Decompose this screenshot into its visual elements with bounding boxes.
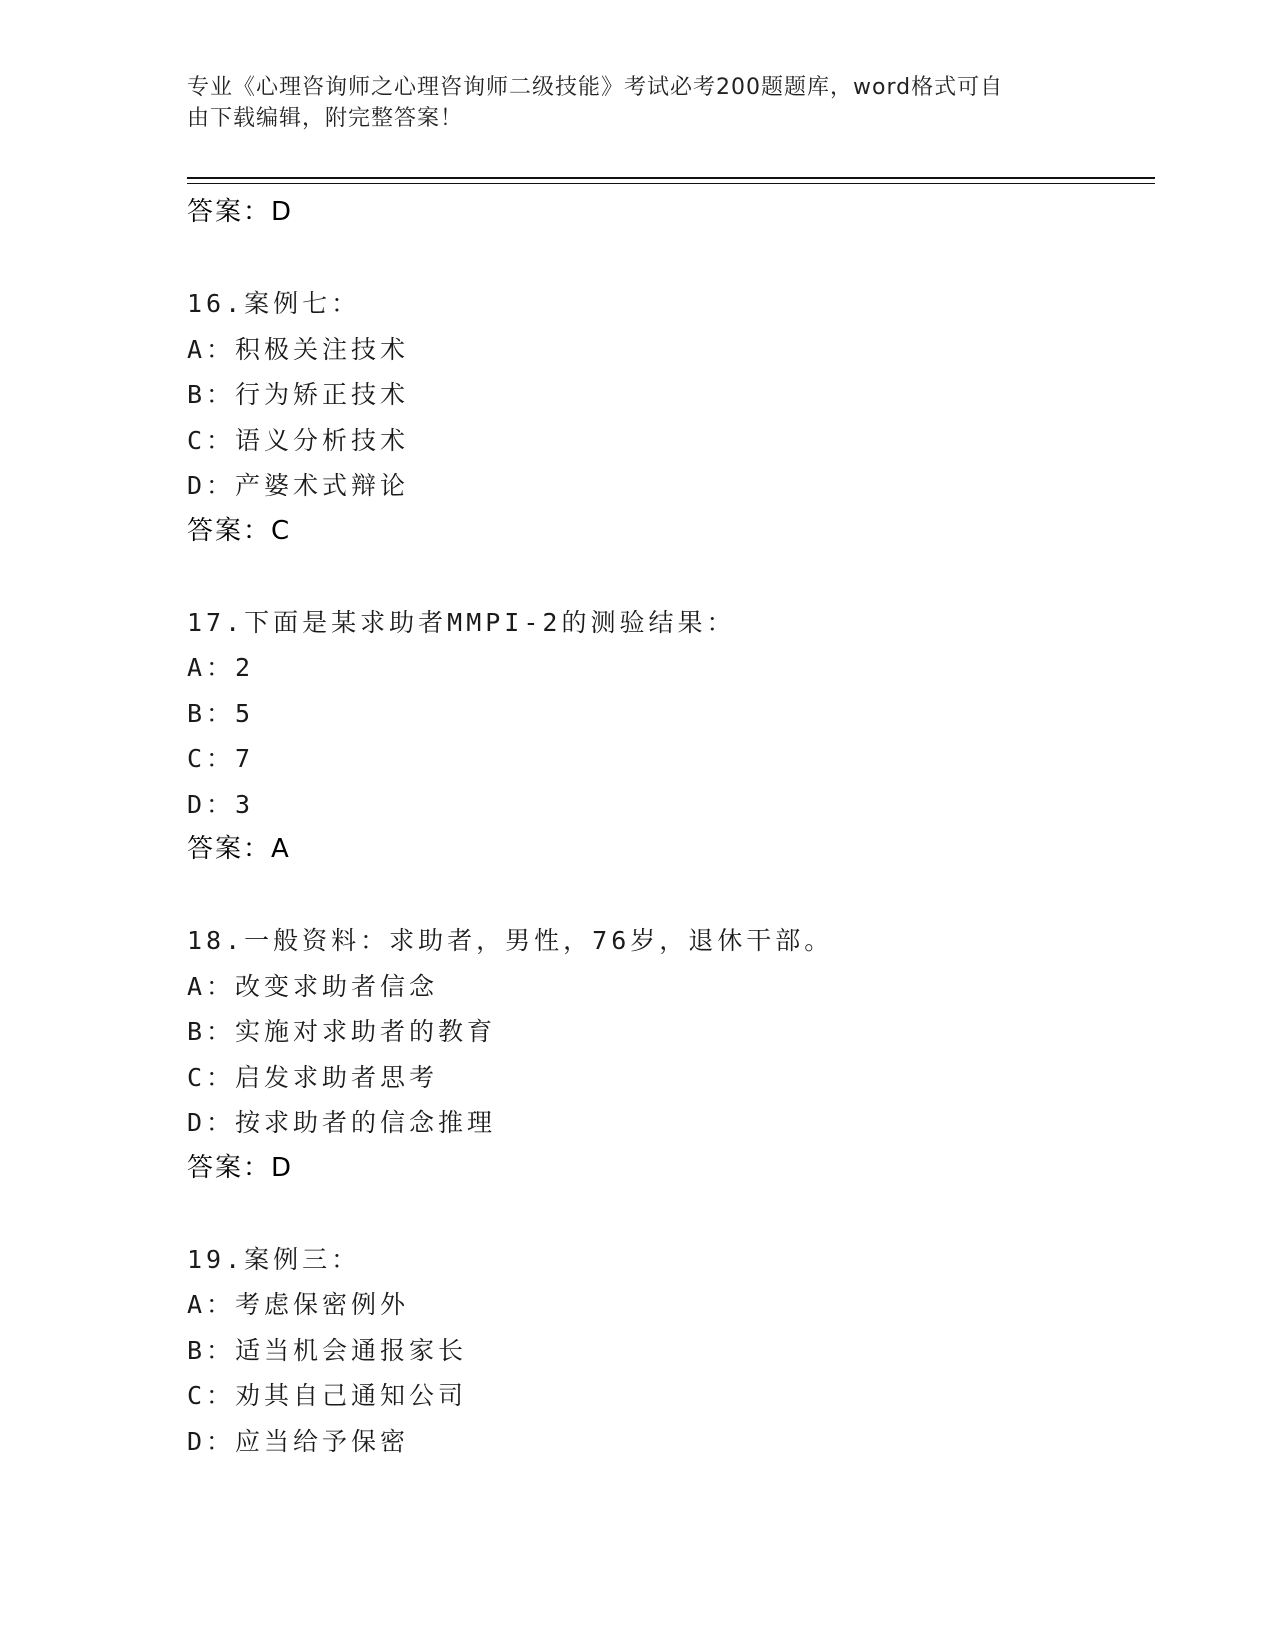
option-d: D：应当给予保密: [187, 1426, 410, 1456]
option-b: B：行为矫正技术: [187, 380, 410, 409]
answer: 答案：D: [187, 1152, 294, 1183]
question-16: [187, 281, 1155, 554]
document-header: [187, 72, 1087, 134]
option-d: D：产婆术式辩论: [187, 471, 410, 500]
option-a: A：考虑保密例外: [187, 1290, 410, 1319]
spacer: [187, 554, 1155, 600]
option-a: A：改变求助者信念: [187, 971, 439, 1001]
spacer: [187, 236, 1155, 282]
question-19: [187, 1237, 1155, 1465]
option-c: C：劝其自己通知公司: [187, 1381, 468, 1410]
option-b: B：适当机会通报家长: [187, 1335, 468, 1365]
header-line-1: 专业《心理咨询师之心理咨询师二级技能》考试必考200题题库，word格式可自: [187, 75, 1004, 100]
question-list: [187, 190, 1155, 1464]
option-c: C：启发求助者思考: [187, 1062, 439, 1092]
question-stem: 18.一般资料：求助者，男性，76岁，退休干部。: [187, 926, 834, 955]
question-stem: 17.下面是某求助者MMPI-2的测验结果：: [187, 607, 736, 637]
question-stem: 19.案例三：: [187, 1244, 361, 1274]
option-d: D：3: [187, 789, 255, 819]
header-rule-thin: [187, 183, 1155, 184]
option-a: A：2: [187, 653, 255, 682]
option-d: D：按求助者的信念推理: [187, 1108, 497, 1137]
spacer: [187, 1191, 1155, 1237]
answer: 答案：C: [187, 515, 292, 546]
option-c: C：语义分析技术: [187, 425, 410, 455]
option-a: A：积极关注技术: [187, 334, 410, 364]
option-b: B：实施对求助者的教育: [187, 1017, 497, 1046]
question-18: [187, 918, 1155, 1191]
spacer: [187, 873, 1155, 919]
header-line-2: 由下载编辑，附完整答案！: [187, 106, 464, 131]
header-rule-thick: [187, 177, 1155, 179]
answer: 答案：A: [187, 834, 291, 864]
option-b: B：5: [187, 698, 255, 728]
option-c: C：7: [187, 744, 255, 773]
question-stem: 16.案例七：: [187, 289, 361, 318]
question-17: [187, 600, 1155, 873]
previous-answer: 答案：D: [187, 197, 294, 227]
